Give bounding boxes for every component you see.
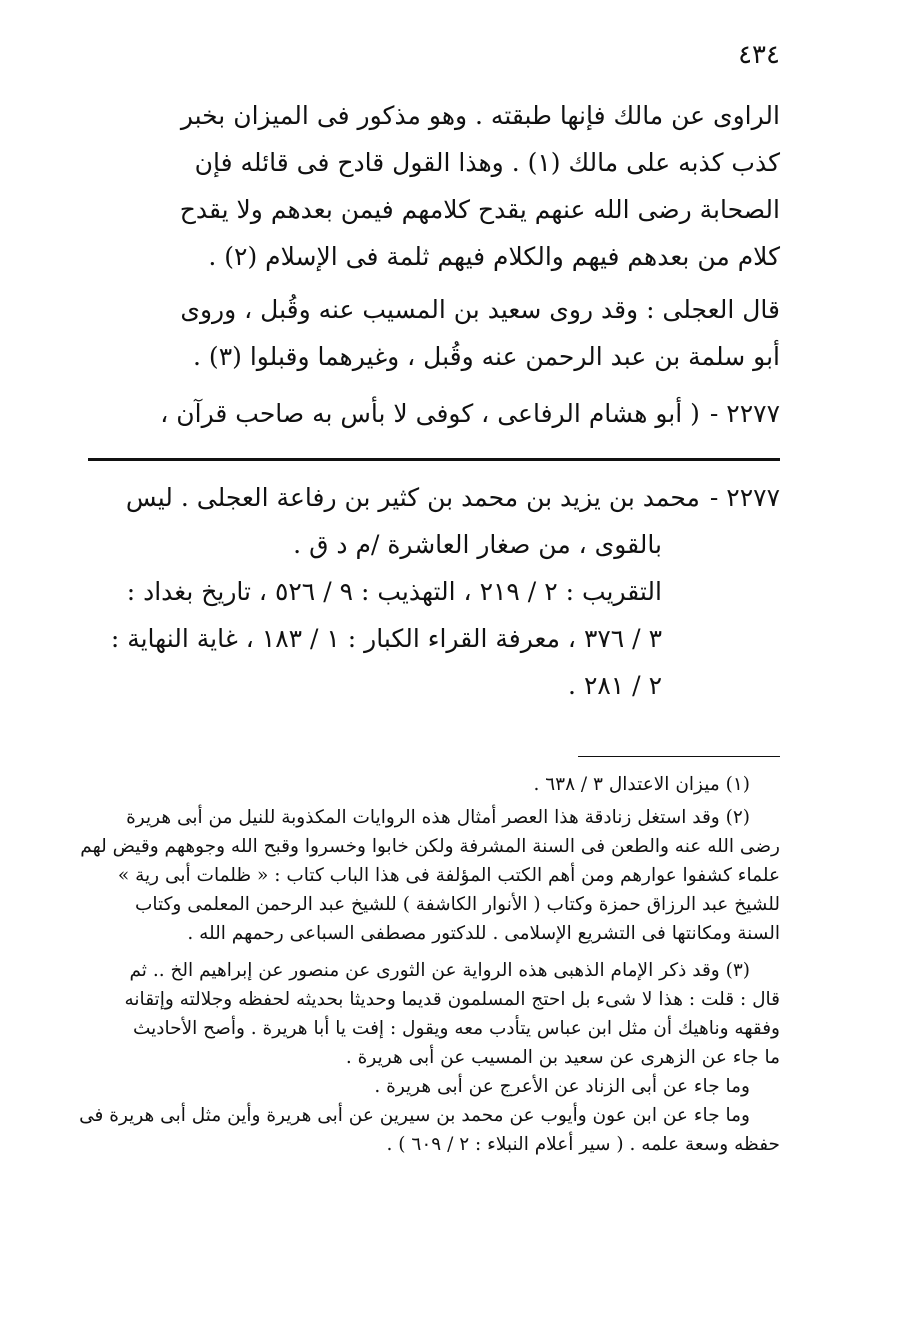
entry-line: بالقوى ، من صغار العاشرة /م د ق . (293, 530, 662, 559)
entry-line: ٣ / ٣٧٦ ، معرفة القراء الكبار : ١ / ١٨٣ ، غاية النهاية : (110, 624, 662, 653)
entry-first-line (70, 474, 780, 521)
footnote-3-line: (٣) وقد ذكر الإمام الذهبى هذه الرواية عن الثورى عن منصور عن إبراهيم الخ .. ثم (129, 960, 750, 981)
footnote-1: (١) ميزان الاعتدال ٣ / ٦٣٨ . (533, 774, 750, 795)
entry-text: ( أبو هشام الرفاعى ، كوفى لا بأس به صاحب قرآن ، (160, 399, 700, 428)
footnote-3-line: وفقهه وناهيك أن مثل ابن عباس يتأدب معه ويقول : إفت يا أبا هريرة . وأصح الأحاديث (132, 1018, 780, 1039)
footnote-separator (578, 756, 780, 757)
page-number: ٤٣٤ (738, 40, 780, 70)
entry-2277-muhammad (70, 474, 780, 709)
footnote-2-line: السنة ومكانتها فى التشريع الإسلامى . للدكتور مصطفى السباعى رحمهم الله . (187, 923, 780, 944)
entry-number: ٢٢٧٧ - (709, 399, 780, 428)
text-line: كذب كذبه على مالك (١) . وهذا القول قادح فى قائله فإن (194, 148, 780, 177)
entry-number: ٢٢٧٧ - (709, 483, 780, 512)
footnote-3-line: وما جاء عن أبى الزناد عن الأعرج عن أبى هريرة . (374, 1076, 750, 1097)
footnote-3-line: ما جاء عن الزهرى عن سعيد بن المسيب عن أبى هريرة . (345, 1047, 780, 1068)
footnote-2-line: للشيخ عبد الرزاق حمزة وكتاب ( الأنوار الكاشفة ) للشيخ عبد الرحمن المعلمى وكتاب (134, 894, 780, 915)
entry-text: محمد بن يزيد بن محمد بن كثير بن رفاعة العجلى . ليس (125, 483, 700, 512)
footnote-2-line: رضى الله عنه والطعن فى السنة المشرفة ولكن خابوا وخسروا وقبح الله وجوههم وقيض لهم (80, 836, 780, 857)
entry-line: ٢ / ٢٨١ . (568, 671, 662, 700)
text-line: أبو سلمة بن عبد الرحمن عنه وقُبل ، وغيرهما وقبلوا (٣) . (193, 342, 780, 371)
main-text-upper (70, 92, 780, 437)
text-line: كلام من بعدهم فيهم والكلام فيهم ثلمة فى الإسلام (٢) . (208, 242, 780, 271)
text-line: الراوى عن مالك فإنها طبقته . وهو مذكور فى الميزان بخبر (180, 101, 780, 130)
section-divider (88, 458, 780, 461)
text-line: قال العجلى : وقد روى سعيد بن المسيب عنه وقُبل ، وروى (180, 295, 780, 324)
footnote-3-line: وما جاء عن ابن عون وأيوب عن محمد بن سيرين عن أبى هريرة وأين مثل أبى هريرة فى (79, 1105, 750, 1126)
footnote-2-line: (٢) وقد استغل زنادقة هذا العصر أمثال هذه الروايات المكذوبة للنيل من أبى هريرة (126, 807, 750, 828)
footnotes (70, 770, 780, 1159)
footnote-3-line: قال : قلت : هذا لا شىء بل احتج المسلمون قديما وحديثا بحديثه لحفظه وجلالته وإتقانه (124, 989, 780, 1010)
footnote-2-line: علماء كشفوا عوارهم ومن أهم الكتب المؤلفة فى هذا الباب كتاب : « ظلمات أبى رية » (117, 865, 780, 886)
footnote-3-line: حفظه وسعة علمه . ( سير أعلام النبلاء : ٢ / ٦٠٩ ) . (386, 1134, 780, 1155)
text-line: الصحابة رضى الله عنهم يقدح كلامهم فيمن بعدهم ولا يقدح (179, 195, 780, 224)
entry-2277-abu-hisham (70, 390, 780, 437)
entry-line: التقريب : ٢ / ٢١٩ ، التهذيب : ٩ / ٥٢٦ ، تاريخ بغداد : (126, 577, 662, 606)
